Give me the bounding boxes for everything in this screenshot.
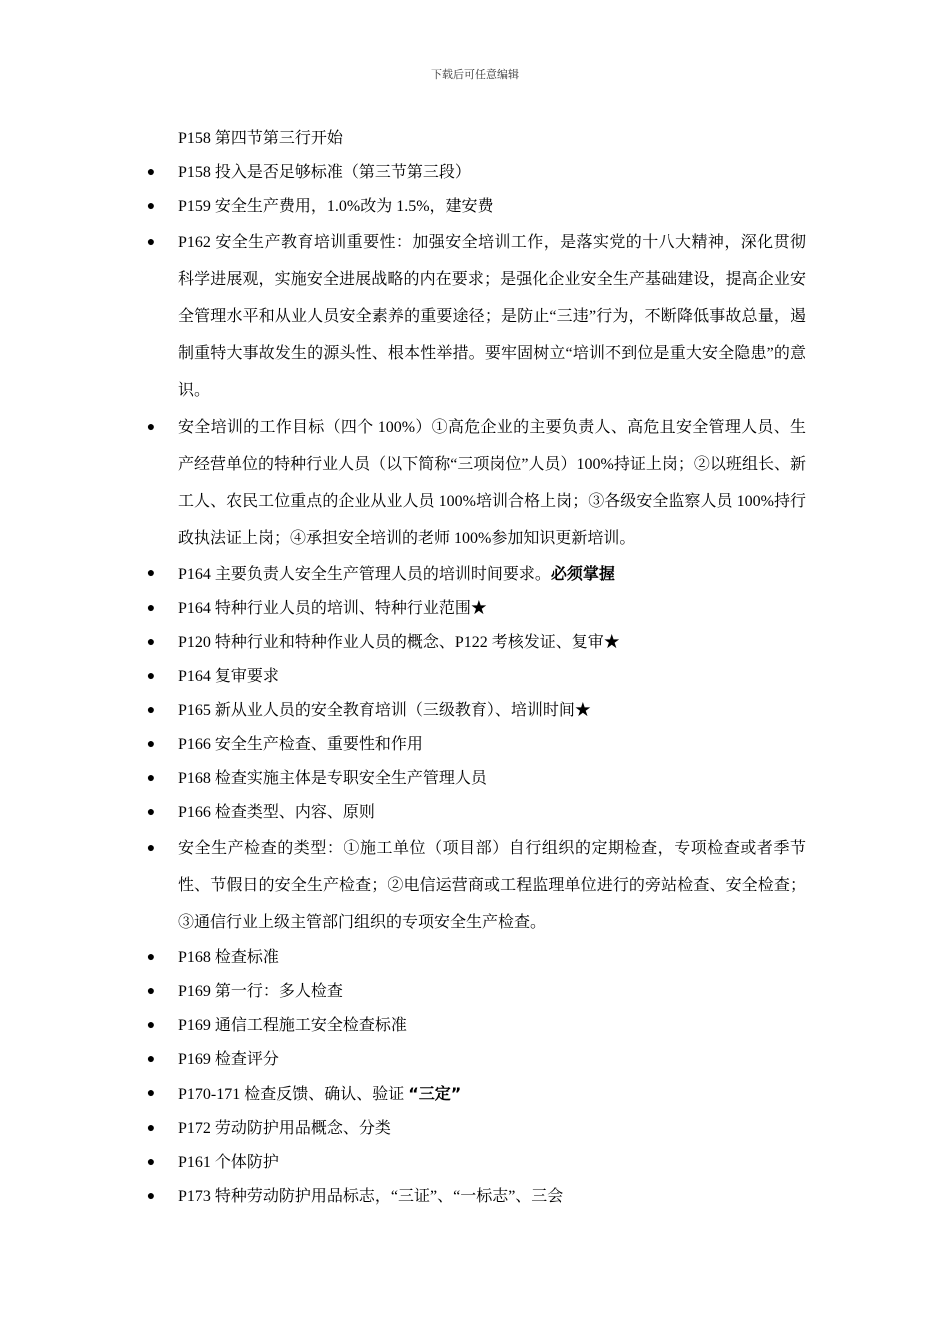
list-item: ● P166 安全生产检查、重要性和作用 (178, 728, 806, 762)
list-item: ● P169 通信工程施工安全检查标准 (178, 1009, 806, 1043)
list-item: ● P164 特种行业人员的培训、特种行业范围★ (178, 592, 806, 626)
bullet-icon: ● (146, 199, 156, 214)
list-item: ● P168 检查实施主体是专职安全生产管理人员 (178, 762, 806, 796)
emphasis-text: “三定” (408, 1084, 462, 1103)
list-item: ● P164 复审要求 (178, 660, 806, 694)
bullet-icon: ● (146, 984, 156, 999)
bullet-icon: ● (146, 566, 156, 581)
list-item: ● P165 新从业人员的安全教育培训（三级教育）、培训时间★ (178, 694, 806, 728)
list-item: ● P169 检查评分 (178, 1043, 806, 1077)
bullet-icon: ● (146, 635, 156, 650)
list-item: ● P166 检查类型、内容、原则 (178, 796, 806, 830)
list-item: ● P164 主要负责人安全生产管理人员的培训时间要求。必须掌握 (178, 557, 806, 592)
bullet-icon: ● (146, 165, 156, 180)
list-item: ● 安全培训的工作目标（四个 100%）①高危企业的主要负责人、高危且安全管理人员、生产经营单位的特种行业人员（以下简称“三项岗位”人员）100%持证上岗；②以班组长、新工人、农民工位重点的企业从业人员 100%培训合格上岗；③各级安全监察人员 100%持行政执法证上岗；④承担安全培训的老师 100%参加知识更新培训。 (178, 409, 806, 557)
document-body (146, 122, 806, 1214)
bullet-icon: ● (146, 841, 156, 856)
page-header: 下载后可任意编辑 (431, 69, 519, 81)
bullet-icon: ● (146, 601, 156, 616)
intro-line: P158 第四节第三行开始 (178, 130, 343, 147)
list-item: ● P168 检查标准 (178, 941, 806, 975)
list-item: ● P161 个体防护 (178, 1146, 806, 1180)
bullet-icon: ● (146, 771, 156, 786)
bullet-icon: ● (146, 1189, 156, 1204)
list-item: ● P173 特种劳动防护用品标志，“三证”、“一标志”、三会 (178, 1180, 806, 1214)
bullet-icon: ● (146, 1121, 156, 1136)
bullet-icon: ● (146, 703, 156, 718)
bullet-icon: ● (146, 950, 156, 965)
bullet-icon: ● (146, 420, 156, 435)
list-item: ● P169 第一行：多人检查 (178, 975, 806, 1009)
list-item: ● P170-171 检查反馈、确认、验证 “三定” (178, 1077, 806, 1112)
bullet-icon: ● (146, 805, 156, 820)
list-item: ● P158 投入是否足够标准（第三节第三段） (178, 156, 806, 190)
bullet-icon: ● (146, 669, 156, 684)
bullet-icon: ● (146, 1018, 156, 1033)
bullet-icon: ● (146, 1155, 156, 1170)
list-item: ● P172 劳动防护用品概念、分类 (178, 1112, 806, 1146)
emphasis-text: 必须掌握 (550, 564, 615, 583)
list-item: ● 安全生产检查的类型：①施工单位（项目部）自行组织的定期检查，专项检查或者季节性、节假日的安全生产检查；②电信运营商或工程监理单位进行的旁站检查、安全检查；③通信行业上级主管部门组织的专项安全生产检查。 (178, 830, 806, 941)
bullet-icon: ● (146, 737, 156, 752)
list-item: ● P120 特种行业和特种作业人员的概念、P122 考核发证、复审★ (178, 626, 806, 660)
bullet-icon: ● (146, 1052, 156, 1067)
bullet-icon: ● (146, 1086, 156, 1101)
list-item: ● P162 安全生产教育培训重要性：加强安全培训工作，是落实党的十八大精神，深化贯彻科学进展观，实施安全进展战略的内在要求；是强化企业安全生产基础建设，提高企业安全管理水平和从业人员安全素养的重要途径；是防止“三违”行为，不断降低事故总量，遏制重特大事故发生的源头性、根本性举措。要牢固树立“培训不到位是重大安全隐患”的意识。 (178, 224, 806, 409)
bullet-icon: ● (146, 235, 156, 250)
list-item: ● P159 安全生产费用，1.0%改为 1.5%，建安费 (178, 190, 806, 224)
